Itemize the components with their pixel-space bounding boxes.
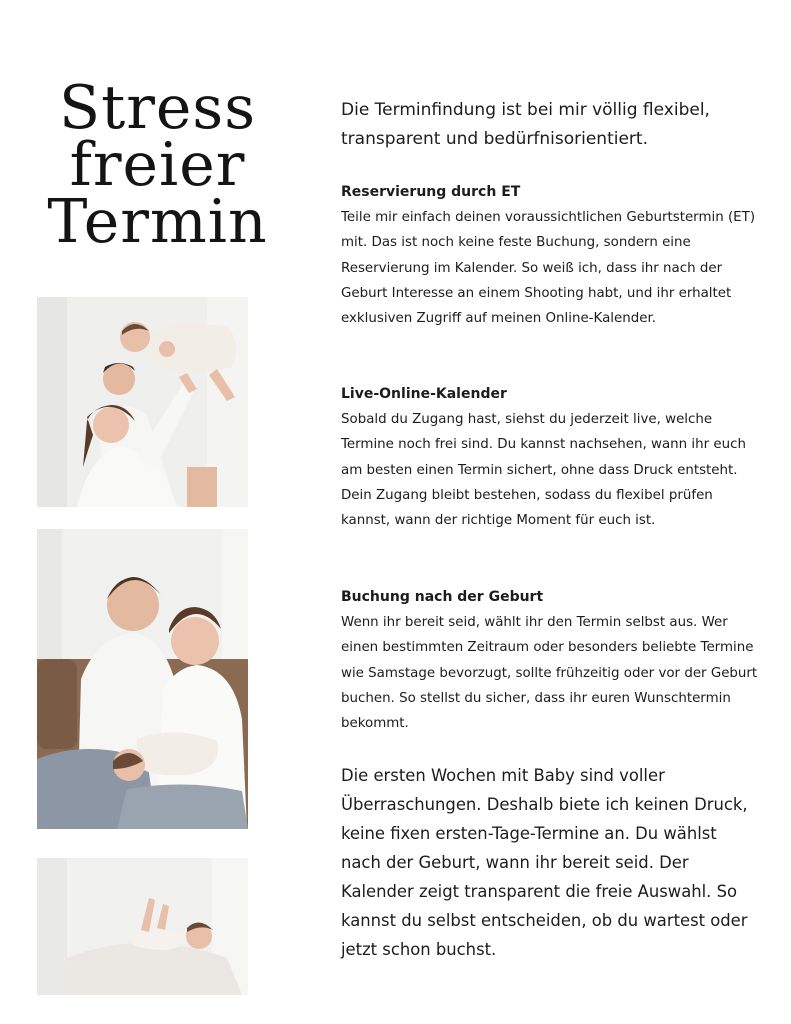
title-line-3: Termin	[47, 187, 268, 257]
section-body: Wenn ihr bereit seid, wählt ihr den Termin selbst aus. Wer einen bestimmten Zeitraum oder besonders beliebte Termine wie Samstage bevorzugt, sollte frühzeitig oder vor der Geburt buchen. So stellst du sicher, dass ihr euren Wunschtermin bekommt.	[341, 615, 758, 732]
section-reservation	[341, 179, 761, 331]
closing-text: Die ersten Wochen mit Baby sind voller Überraschungen. Deshalb biete ich keinen Druck, keine fixen ersten-Tage-Termine an. Du wählst nach der Geburt, wann ihr bereit seid. Der Kalender zeigt transparent die freie Auswahl. So kannst du selbst entscheiden, ob du wartest oder jetzt schon buchst.	[341, 766, 748, 959]
intro-text: Die Terminfindung ist bei mir völlig flexibel, transparent und bedürfnisorientiert.	[341, 100, 710, 149]
section-live-calendar	[341, 381, 761, 533]
photo-parents-lifting-baby	[37, 297, 248, 507]
section-heading: Reservierung durch ET	[341, 184, 521, 200]
title-line-2: freier	[69, 130, 246, 200]
title-line-1: Stress	[59, 73, 256, 143]
section-booking-after-birth	[341, 584, 761, 736]
page-title	[30, 73, 285, 257]
section-body: Sobald du Zugang hast, siehst du jederzeit live, welche Termine noch frei sind. Du kannst nachsehen, wann ihr euch am besten einen Termin sichert, ohne dass Druck entsteht. Dein Zugang bleibt bestehen, sodass du flexibel prüfen kannst, wann der richtige Moment für euch ist.	[341, 412, 746, 529]
photo-parents-with-baby-on-sofa	[37, 529, 248, 829]
section-body: Teile mir einfach deinen voraussichtlichen Geburtstermin (ET) mit. Das ist noch keine feste Buchung, sondern eine Reservierung im Kalender. So weiß ich, dass ihr nach der Geburt Interesse an einem Shooting habt, und ihr erhaltet exklusiven Zugriff auf meinen Online-Kalender.	[341, 210, 756, 327]
section-heading: Live-Online-Kalender	[341, 386, 507, 402]
photo-baby-lying	[37, 858, 248, 995]
section-heading: Buchung nach der Geburt	[341, 589, 544, 605]
